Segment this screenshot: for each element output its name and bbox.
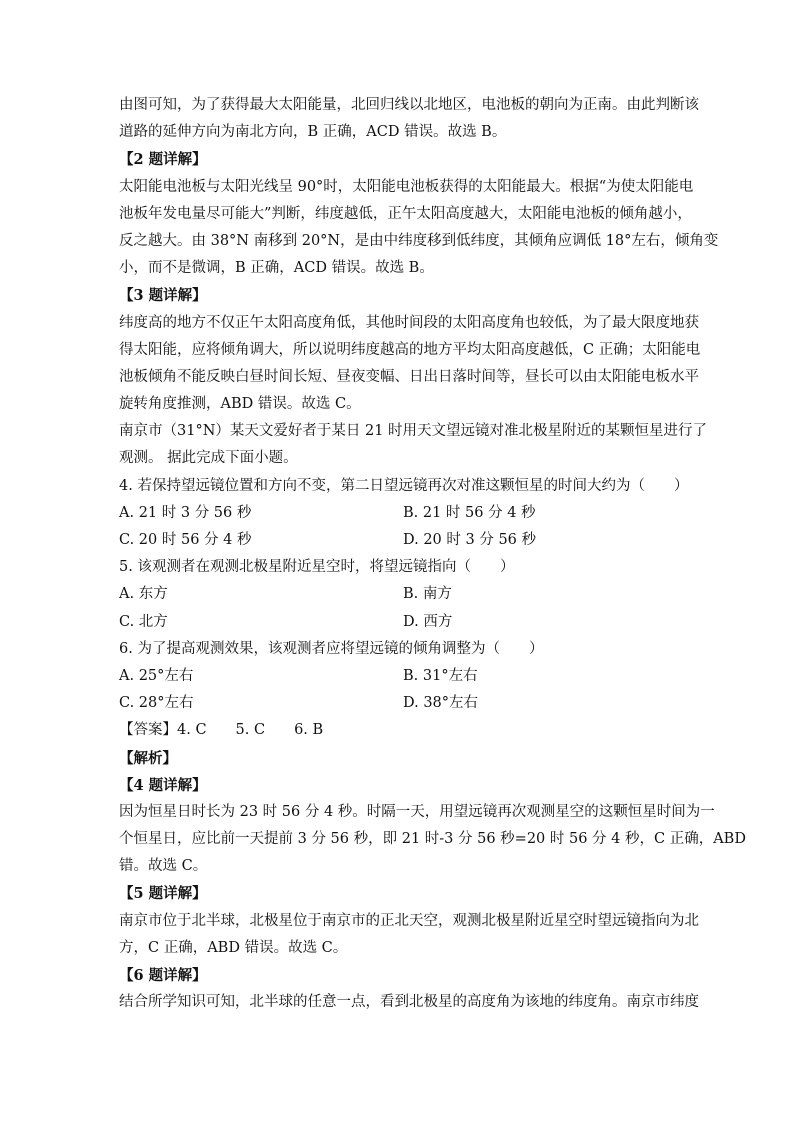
paragraph-line: 观测。 据此完成下面小题。 [119,450,298,467]
paragraph [119,908,699,962]
option-right: B. 21 时 56 分 4 秒 [403,504,536,521]
option-left: C. 28°左右 [119,695,194,712]
paragraph [119,418,708,472]
option-row [119,690,675,717]
paragraph-line: 错。故选 C。 [119,858,208,875]
section-heading: 【5 题详解】 [119,885,207,903]
option-left: A. 25°左右 [119,667,194,684]
paragraph [119,310,701,419]
paragraph [119,92,699,146]
paragraph-line: 方，C 正确，ABD 错误。故选 C。 [119,939,348,956]
question-stem: 【答案】4. C 5. C 6. B [119,722,324,739]
option-left: A. 东方 [119,586,168,603]
paragraph-line: 旋转角度推测，ABD 错误。故选 C。 [119,396,361,413]
option-row [119,609,675,636]
question-stem: 6. 为了提高观测效果，该观测者应将望远镜的倾角调整为（ ） [119,640,544,657]
option-row [119,581,675,608]
paragraph [119,989,699,1016]
paragraph-line: 结合所学知识可知，北半球的任意一点，看到北极星的高度角为该地的纬度角。南京市纬度 [119,994,699,1011]
section-heading: 【解析】 [119,749,177,767]
paragraph-line: 反之越大。由 38°N 南移到 20°N，是由中纬度移到低纬度，其倾角应调低 18°左右，倾角变 [119,232,719,249]
document-content [119,92,746,1016]
option-right: D. 38°左右 [403,695,479,712]
section-heading: 【2 题详解】 [119,151,207,169]
paragraph-line: 小，而不是微调，B 正确，ACD 错误。故选 B。 [119,260,434,277]
paragraph-line: 纬度高的地方不仅正午太阳高度角低，其他时间段的太阳高度角也较低，为了最大限度地获 [119,314,699,331]
paragraph-line: 南京市位于北半球，北极星位于南京市的正北天空，观测北极星附近星空时望远镜指向为北 [119,912,699,929]
paragraph-line: 由图可知，为了获得最大太阳能量，北回归线以北地区，电池板的朝向为正南。由此判断该 [119,97,699,113]
option-right: B. 31°左右 [403,667,478,684]
option-row [119,527,675,554]
option-left: C. 北方 [119,613,168,630]
paragraph-line: 个恒星日，应比前一天提前 3 分 56 秒，即 21 时-3 分 56 秒=20 时 56 分 4 秒，C 正确，ABD [119,831,746,848]
option-right: D. 西方 [403,613,453,630]
paragraph-line: 得太阳能，应将倾角调大，所以说明纬度越高的地方平均太阳高度越低，C 正确；太阳能电 [119,341,701,358]
section-heading: 【4 题详解】 [119,776,207,794]
paragraph-line: 池板倾角不能反映白昼时间长短、昼夜变幅、日出日落时间等，昼长可以由太阳能电板水平 [119,368,699,385]
question-stem: 5. 该观测者在观测北极星附近星空时，将望远镜指向（ ） [119,559,515,576]
paragraph-line: 因为恒星日时长为 23 时 56 分 4 秒。时隔一天，用望远镜再次观测星空的这颗恒星时间为一 [119,803,715,820]
option-row [119,500,675,527]
paragraph [119,799,746,881]
paragraph-line: 太阳能电池板与太阳光线呈 90°时，太阳能电池板获得的太阳能最大。根据“为使太阳能电 [119,178,694,195]
paragraph [119,174,719,283]
section-heading: 【6 题详解】 [119,967,207,984]
question-stem: 4. 若保持望远镜位置和方向不变，第二日望远镜再次对准这颗恒星的时间大约为（ ） [119,477,689,494]
option-left: A. 21 时 3 分 56 秒 [119,504,252,521]
option-left: C. 20 时 56 分 4 秒 [119,532,252,548]
option-row [119,663,675,690]
section-heading: 【3 题详解】 [119,287,207,305]
paragraph-line: 南京市（31°N）某天文爱好者于某日 21 时用天文望远镜对准北极星附近的某颗恒星进行了 [119,423,708,440]
paragraph-line: 池板年发电量尽可能大”判断，纬度越低，正午太阳高度越大，太阳能电池板的倾角越小， [119,205,692,222]
paragraph-line: 道路的延伸方向为南北方向，B 正确，ACD 错误。故选 B。 [119,124,507,141]
option-right: B. 南方 [403,586,452,603]
option-right: D. 20 时 3 分 56 秒 [403,532,536,548]
